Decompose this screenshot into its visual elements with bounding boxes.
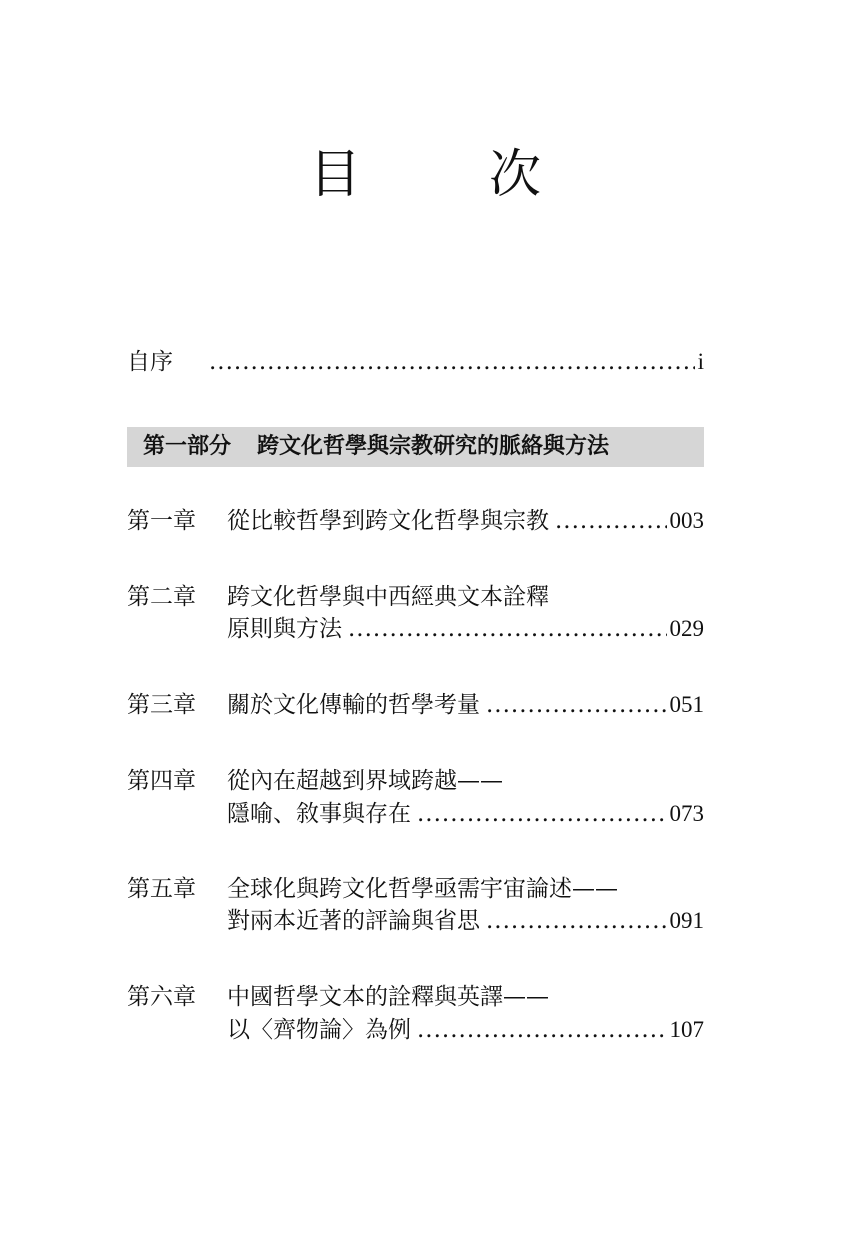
chapter-page-number: 003 <box>669 508 704 533</box>
toc-entry-chapter-5[interactable] <box>127 872 704 906</box>
chapter-title: 跨文化哲學與中西經典文本詮釋 <box>227 584 549 610</box>
toc-entry-chapter-5-continued[interactable] <box>127 904 704 938</box>
dot-leader <box>555 504 667 538</box>
preface-page-number: i <box>697 349 704 374</box>
toc-entry-chapter-1[interactable] <box>127 504 704 538</box>
toc-entry-chapter-3[interactable] <box>127 688 704 722</box>
chapter-page-number: 091 <box>669 908 704 933</box>
dot-leader <box>486 688 667 722</box>
chapter-page-number: 073 <box>669 801 704 826</box>
toc-entry-chapter-2[interactable] <box>127 580 704 614</box>
dot-leader <box>486 904 667 938</box>
dot-leader <box>417 1013 667 1047</box>
chapter-subtitle: 隱喻、敘事與存在 <box>227 801 411 827</box>
page-title: 目 次 <box>308 145 579 205</box>
chapter-number: 第三章 <box>127 692 196 718</box>
chapter-number: 第四章 <box>127 768 196 794</box>
chapter-title: 從內在超越到界域跨越—— <box>227 768 503 794</box>
chapter-title: 全球化與跨文化哲學亟需宇宙論述—— <box>227 876 618 902</box>
part-heading-banner[interactable] <box>127 427 704 467</box>
chapter-number: 第五章 <box>127 876 196 902</box>
chapter-page-number: 051 <box>669 692 704 717</box>
toc-entry-chapter-2-continued[interactable] <box>127 612 704 646</box>
chapter-title: 中國哲學文本的詮釋與英譯—— <box>227 984 549 1010</box>
toc-entry-preface[interactable] <box>127 345 704 379</box>
chapter-page-number: 107 <box>669 1017 704 1042</box>
chapter-page-number: 029 <box>669 616 704 641</box>
part-title: 跨文化哲學與宗教研究的脈絡與方法 <box>257 434 610 459</box>
part-label: 第一部分 <box>143 434 232 459</box>
toc-entry-chapter-4-continued[interactable] <box>127 797 704 831</box>
chapter-title: 關於文化傳輸的哲學考量 <box>227 692 480 718</box>
chapter-subtitle: 對兩本近著的評論與省思 <box>227 908 480 934</box>
preface-label: 自序 <box>127 349 173 375</box>
chapter-subtitle: 以〈齊物論〉為例 <box>227 1017 411 1043</box>
dot-leader <box>348 612 667 646</box>
dot-leader <box>417 797 667 831</box>
dot-leader <box>209 345 695 379</box>
chapter-number: 第二章 <box>127 584 196 610</box>
chapter-title: 從比較哲學到跨文化哲學與宗教 <box>227 508 549 534</box>
chapter-number: 第六章 <box>127 984 196 1010</box>
toc-entry-chapter-6-continued[interactable] <box>127 1013 704 1047</box>
chapter-subtitle: 原則與方法 <box>227 616 342 642</box>
toc-entry-chapter-6[interactable] <box>127 980 704 1014</box>
chapter-number: 第一章 <box>127 508 196 534</box>
toc-entry-chapter-4[interactable] <box>127 764 704 798</box>
